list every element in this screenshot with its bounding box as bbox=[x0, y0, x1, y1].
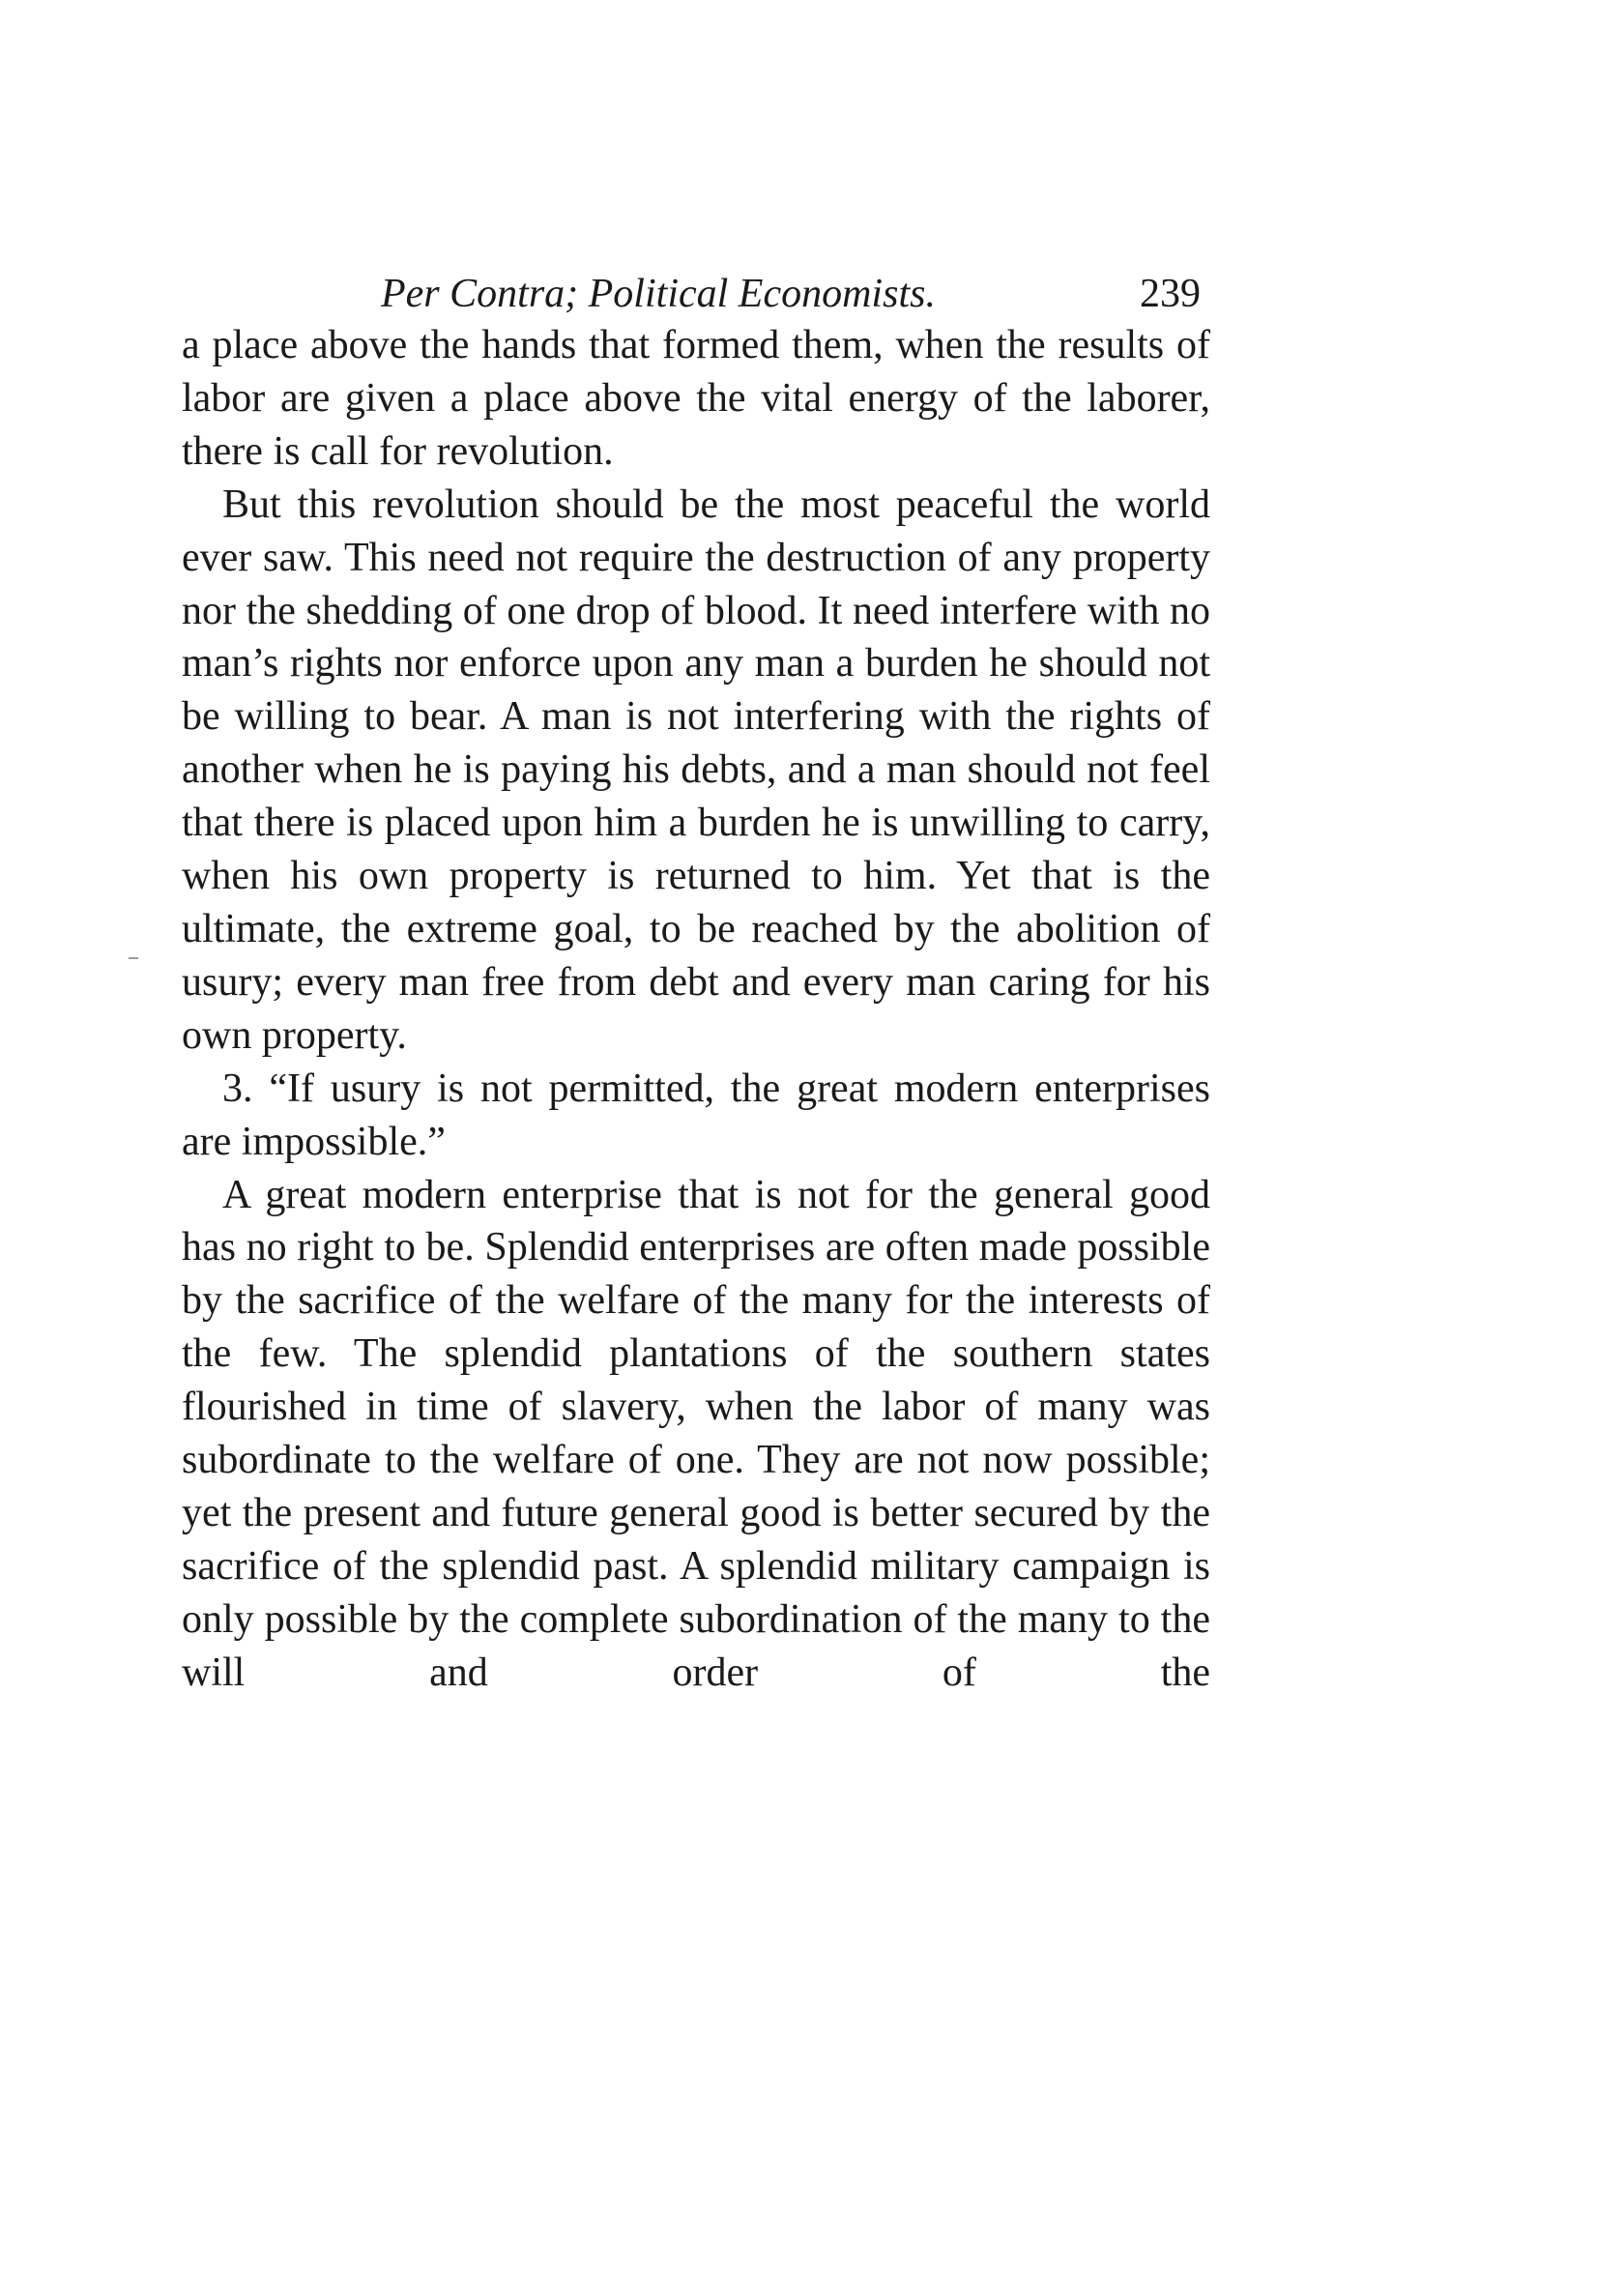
paragraph-4: A great modern enterprise that is not for the general good has no right to be. Splendid enterprises are often made possible by the sacrifice of the welfare of the many for the interests of the few. The splendid plantations of the southern states flourished in time of slavery, when the labor of many was subordinate to the welfare of one. They are not now possible; yet the present and future general good is better secured by the sacrifice of the splendid past. A splendid military campaign is only possible by the complete subordination of the many to the will and order of the bbox=[182, 1172, 1210, 1695]
page-number: 239 bbox=[1140, 272, 1201, 316]
paragraph-1: a place above the hands that formed them, when the results of labor are given a place above the vital energy of the laborer, there is call for revolution. bbox=[182, 323, 1210, 474]
paragraph-2: But this revolution should be the most peaceful the world ever saw. This need not require the destruction of any property nor the shedding of one drop of blood. It need interfere with no man’s rights nor enforce upon any man a burden he should not be willing to bear. A man is not interfering with the rights of another when he is paying his debts, and a man should not feel that there is placed upon him a burden he is unwilling to carry, when his own property is returned to him. Yet that is the ultimate, the extreme goal, to be reached by the abolition of usury; every man free from debt and every man caring for his own property. bbox=[182, 482, 1210, 1058]
running-head bbox=[182, 242, 1210, 319]
book-page bbox=[182, 242, 1210, 1700]
paragraph-3: 3. “If usury is not permitted, the great modern enterprises are impossible.” bbox=[182, 1066, 1210, 1164]
running-title: Per Contra; Political Economists. bbox=[381, 272, 936, 316]
body-text bbox=[182, 319, 1210, 1700]
margin-mark bbox=[129, 957, 138, 959]
